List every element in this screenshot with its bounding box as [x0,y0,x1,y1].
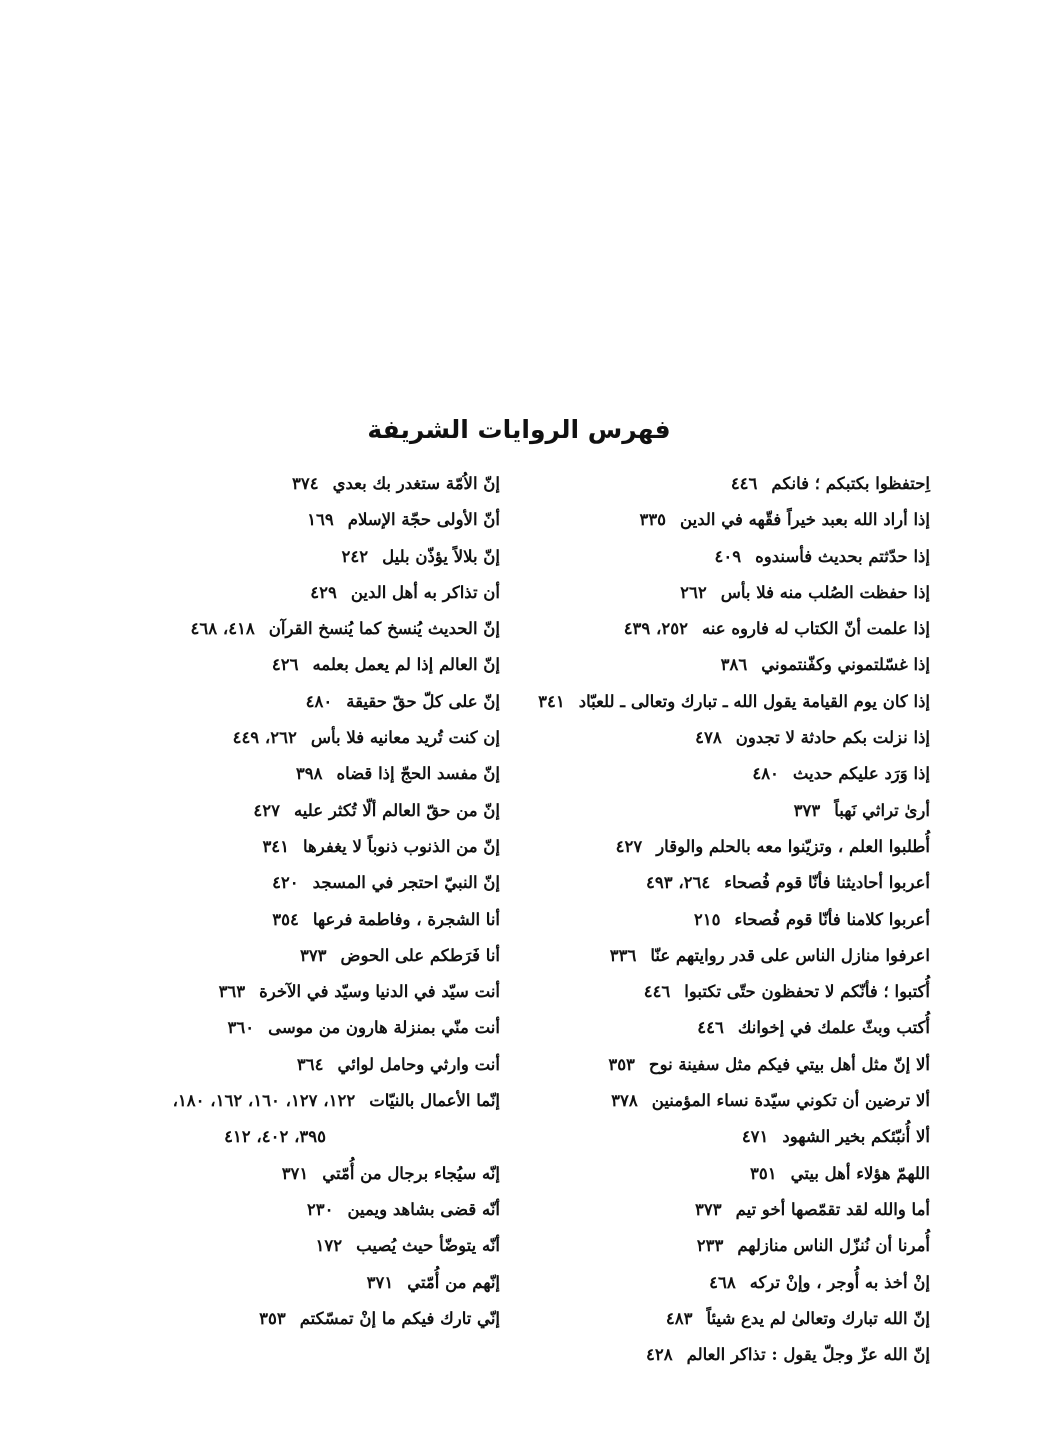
entry-text: إنّما الأعمال بالنيّات [369,1091,500,1111]
index-entry [60,865,500,901]
index-entry [510,938,930,974]
index-entry [510,502,930,538]
index-entry [510,1301,930,1337]
entry-text: أما والله لقد تقمّصها أخو تيم [735,1199,930,1219]
index-entry [510,793,930,829]
index-entry [60,974,500,1010]
index-entry [60,756,500,792]
index-entry [60,539,500,575]
entry-text: إنّ الله تبارك وتعالىٰ لم يدع شيئاً [706,1308,930,1328]
index-entry [60,1301,500,1337]
entry-text: أنّه قضى بشاهد ويمين [347,1199,500,1219]
entry-page-numbers: ٢٦٢، ٤٤٩ [232,728,297,748]
entry-text: أنا فَرَطكم على الحوض [340,945,500,965]
entry-text: أنا الشجرة ، وفاطمة فرعها [312,909,500,929]
index-entry [60,647,500,683]
entry-text: إنّي تارك فيكم ما إنْ تمسّكتم [299,1308,500,1328]
entry-page-numbers: ٤٢٦ [271,655,299,675]
index-entry [510,720,930,756]
index-entry [510,1192,930,1228]
entry-text: إذا أراد الله بعبد خيراً فقّهه في الدين [680,510,930,530]
entry-page-numbers: ٣٣٦ [609,945,637,965]
index-entry [60,1265,500,1301]
entry-page-numbers: ٤٢٠ [272,873,299,893]
index-entry [60,684,500,720]
entry-page-numbers: ٢٣٣ [696,1236,724,1256]
entry-text: إذا وَرَد عليكم حديث [792,764,930,784]
entry-text: أُطلبوا العلم ، وتزيّنوا معه بالحلم والوقار [656,836,930,856]
entry-page-numbers: ٣٤١ [262,836,290,856]
entry-text: إنّ من حقّ العالم ألّا تُكثر عليه [293,800,500,820]
index-entry [510,1337,930,1373]
entry-page-numbers: ٤٨٠ [752,764,779,784]
entry-text: إنّه سيُجاء برجال من أُمّتي [322,1163,500,1183]
entry-page-numbers: ٣٧٨ [611,1091,638,1111]
index-entry [60,502,500,538]
entry-page-numbers: ٣٤١ [538,691,565,711]
entry-page-numbers: ٣٦٠ [227,1018,255,1038]
entry-text: أعربوا كلامنا فأنّا قوم فُصحاء [734,909,930,929]
index-entry [510,829,930,865]
entry-text: أنّ الأولى حجّة الإسلام [347,510,500,530]
entry-text: أعربوا أحاديثنا فأنّا قوم فُصحاء [724,873,930,893]
index-entry [60,1047,500,1083]
entry-page-numbers: ٣٦٤ [296,1054,324,1074]
entry-text: ألا إنّ مثل أهل بيتي فيكم مثل سفينة نوح [648,1054,930,1074]
entry-page-numbers: ٣٥١ [750,1163,777,1183]
index-entry [60,1010,500,1046]
index-entry [510,611,930,647]
entry-text: إنّ مفسد الحجّ إذا قضاه [336,764,500,784]
index-entry [60,720,500,756]
entry-text: أنّه يتوضّأ حيث يُصيب [356,1236,500,1256]
entry-page-numbers: ٢٣٠ [306,1199,334,1219]
index-entry [510,1119,930,1155]
entry-page-numbers: ٣٧١ [366,1272,394,1292]
entry-page-numbers: ٣٩٥، ٤٠٢، ٤١٢ [224,1127,326,1147]
entry-text: إذا غسّلتموني وكفّنتموني [761,655,930,675]
index-entry [60,902,500,938]
entry-text: إنّ النبيّ احتجر في المسجد [312,873,500,893]
entry-text: إنّ على كلّ حقّ حقيقة [346,691,500,711]
entry-page-numbers: ٤٤٦ [697,1018,724,1038]
entry-page-numbers: ٤٨٠ [305,691,333,711]
entry-text: إنْ أخذ به أُوجر ، وإنْ تركه [749,1272,930,1292]
index-entry [60,1119,500,1155]
index-entry [60,938,500,974]
entry-page-numbers: ٤٧٨ [695,728,722,748]
index-entry [60,829,500,865]
entry-page-numbers: ٣٧٤ [292,474,319,493]
entry-text: اعرفوا منازل الناس على قدر روايتهم عنّا [650,945,930,965]
entry-page-numbers: ٤٢٨ [646,1345,673,1365]
entry-text: أرىٰ تراثي نَهباً [834,800,930,820]
entry-text: أُكتب وبثّ علمك في إخوانك [737,1018,930,1038]
index-entry [60,1192,500,1228]
entry-page-numbers: ٣٩٨ [295,764,323,784]
index-entry [510,1265,930,1301]
index-entry [510,684,930,720]
entry-page-numbers: ٤٢٧ [615,836,643,856]
entry-text: إذا حدّثتم بحديث فأسندوه [755,546,930,566]
page-title: فهرس الروايات الشريفة [367,415,671,444]
index-entry [510,1010,930,1046]
index-column-left [60,466,500,1337]
index-entry [60,466,500,502]
index-entry [510,1228,930,1264]
entry-page-numbers: ٢٦٢ [680,582,707,602]
entry-text: أُمرنا أن نُنزّل الناس منازلهم [737,1236,930,1256]
entry-page-numbers: ٤٦٨ [709,1272,736,1292]
index-entry [510,902,930,938]
entry-page-numbers: ١٢٢، ١٢٧، ١٦٠، ١٦٢، ١٨٠، [172,1091,356,1111]
entry-text: إنّهم من أُمّتي [407,1272,500,1292]
entry-text: إنّ الاُمّة ستغدر بك بعدي [332,474,500,493]
entry-page-numbers: ١٧٢ [315,1236,343,1256]
index-entry [510,1083,930,1119]
entry-page-numbers: ٢٤٢ [341,546,369,566]
index-entry [60,611,500,647]
index-entry [60,1228,500,1264]
entry-text: إن كنت تُريد معانيه فلا بأس [310,728,500,748]
index-entry [60,1083,500,1119]
entry-text: اللهمّ هؤلاء أهل بيتي [790,1163,930,1183]
entry-page-numbers: ٣٥٣ [259,1308,286,1328]
entry-page-numbers: ٢٥٢، ٤٣٩ [623,619,688,639]
entry-page-numbers: ٣٧٣ [695,1199,722,1219]
entry-page-numbers: ٤٧١ [741,1127,769,1147]
entry-page-numbers: ٣٧١ [281,1163,309,1183]
index-entry [60,575,500,611]
index-entry [60,1156,500,1192]
entry-page-numbers: ٣٧٣ [793,800,821,820]
index-entry [510,865,930,901]
entry-page-numbers: ٤٤٦ [730,474,758,493]
entry-text: إنّ الحديث يُنسخ كما يُنسخ القرآن [268,619,500,639]
entry-page-numbers: ٢٦٤، ٤٩٣ [645,873,711,893]
index-entry [510,575,930,611]
entry-text: أنت منّي بمنزلة هارون من موسى [268,1018,500,1038]
entry-page-numbers: ٤٠٩ [714,546,742,566]
entry-page-numbers: ٤٢٧ [253,800,280,820]
entry-text: إنّ من الذنوب ذنوباً لا يغفرها [303,836,500,856]
entry-page-numbers: ٣٨٦ [720,655,748,675]
entry-text: أنت وارثي وحامل لوائي [337,1054,500,1074]
entry-text: إنّ العالم إذا لم يعمل بعلمه [312,655,500,675]
entry-text: إذا كان يوم القيامة يقول الله ـ تبارك وتعالى ـ للعبّاد [578,691,930,711]
index-entry [510,466,930,502]
index-entry [510,974,930,1010]
index-entry [510,647,930,683]
entry-page-numbers: ٣٥٣ [608,1054,635,1074]
entry-page-numbers: ٣٣٥ [639,510,667,530]
index-entry [60,793,500,829]
entry-text: ألا أُنبّئكم بخير الشهود [782,1127,930,1147]
entry-page-numbers: ٢١٥ [693,909,721,929]
entry-page-numbers: ٣٦٣ [218,982,246,1002]
entry-text: أن تذاكر به أهل الدين [350,582,500,602]
entry-page-numbers: ١٦٩ [307,510,334,530]
entry-page-numbers: ٣٧٣ [299,945,327,965]
index-entry [510,756,930,792]
index-entry [510,1156,930,1192]
index-entry [510,539,930,575]
entry-text: إذا حفظت الصُلب منه فلا بأس [720,582,930,602]
index-column-right [510,466,930,1373]
entry-page-numbers: ٤١٨، ٤٦٨ [190,619,255,639]
entry-text: ألا ترضين أن تكوني سيّدة نساء المؤمنين [651,1091,930,1111]
entry-text: إنّ الله عزّ وجلّ يقول : تذاكر العالم [686,1345,930,1365]
entry-page-numbers: ٤٨٣ [665,1308,693,1328]
entry-text: إنّ بلالاً يؤذّن بليل [382,546,500,566]
entry-text: إذا علمت أنّ الكتاب له فاروه عنه [701,619,930,639]
entry-page-numbers: ٤٤٦ [643,982,671,1002]
entry-text: أُكتبوا ؛ فأنّكم لا تحفظون حتّى تكتبوا [684,982,930,1002]
entry-page-numbers: ٣٥٤ [272,909,299,929]
entry-text: اِحتفظوا بكتبكم ؛ فانكم [771,474,930,493]
entry-text: أنت سيّد في الدنيا وسيّد في الآخرة [259,982,500,1002]
entry-text: إذا نزلت بكم حادثة لا تجدون [735,728,930,748]
index-entry [510,1047,930,1083]
entry-page-numbers: ٤٢٩ [310,582,337,602]
